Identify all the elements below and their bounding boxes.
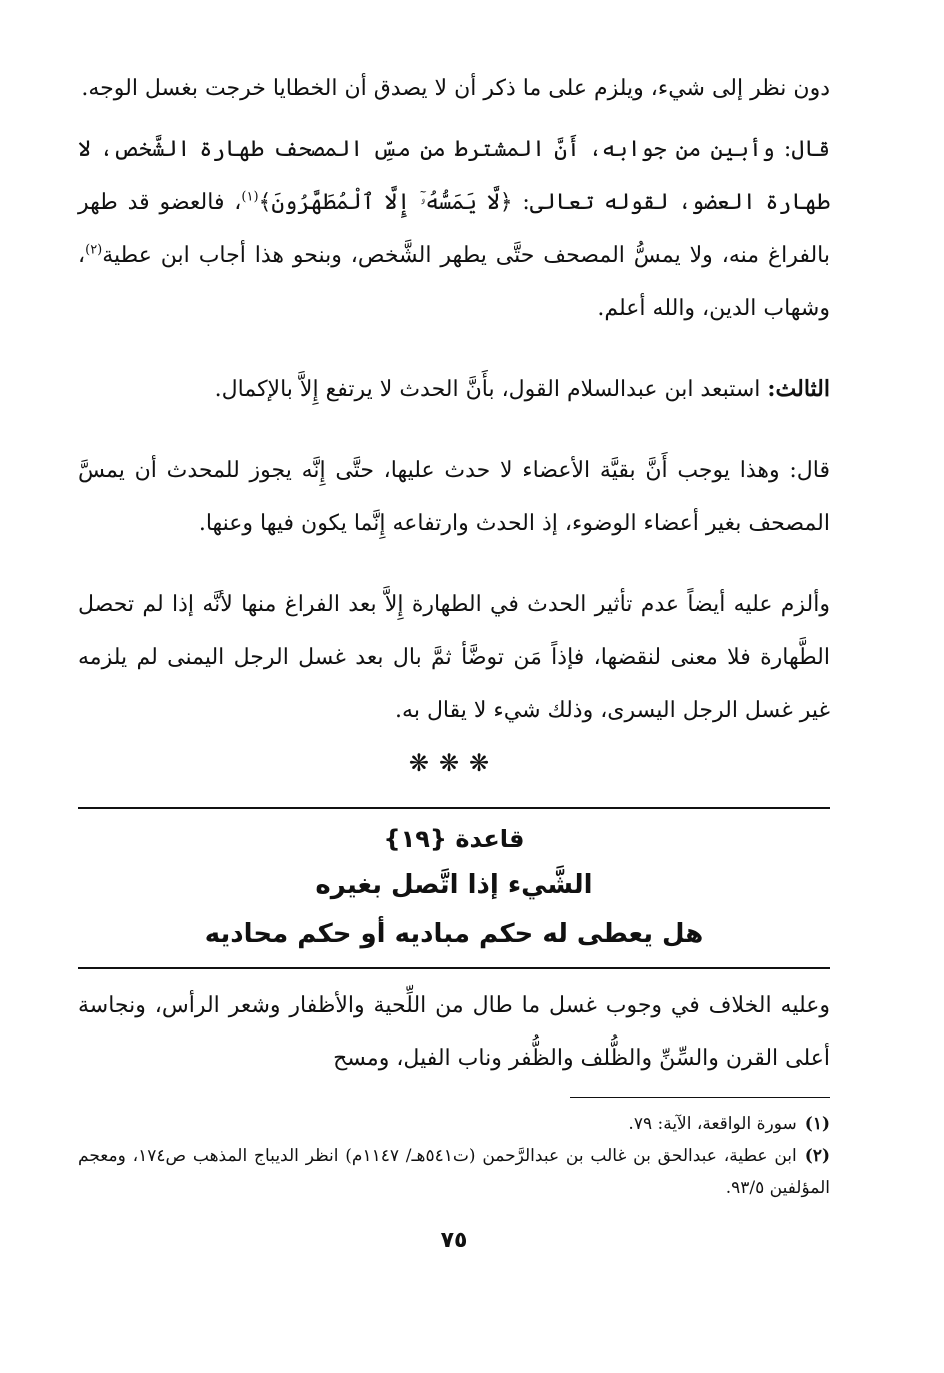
footnote-1-number: (١): [804, 1114, 830, 1134]
section-body-paragraph: وعليه الخلاف في وجوب غسل ما طال من اللِّحية والأظفار وشعر الرأس، ونجاسة أعلى القرن والسِّنِّ والظُّلف والظُّفر وناب الفيل، ومسح: [78, 993, 830, 1071]
paragraph-3-text: استبعد ابن عبدالسلام القول، بأَنَّ الحدث لا يرتفع إِلاَّ بالإكمال.: [214, 377, 768, 402]
footnote-ref-2[interactable]: (٢): [85, 242, 103, 258]
page-content: [78, 62, 830, 1253]
paragraph-5: وألزم عليه أيضاً عدم تأثير الحدث في الطهارة إِلاَّ بعد الفراغ منها لأنَّه إذا لم تحصل الطَّهارة فلا معنى لنقضها، فإذاً مَن توضَّأ ثمَّ بال بعد غسل الرجل اليمنى لم يلزمه غير غسل الرجل اليسرى، وذلك شيء لا يقال به.: [78, 592, 830, 723]
paragraph-2-text: قال: وأبين من جوابه، أَنَّ المشترط من مسِّ المصحف طهارة الشَّخص، لا طهارة العضو، لقوله تعالى: ﴿لَّا يَمَسُّهُۥٓ إِلَّا ٱلْمُطَهَّرُونَ﴾: [78, 137, 830, 215]
footnote-2-text: ابن عطية، عبدالحق بن غالب بن عبدالرَّحمن (ت٥٤١هـ/ ١١٤٧م) انظر الديباج المذهب ص١٧٤، ومعجم المؤلفين ٩٣/٥.: [78, 1146, 830, 1198]
paragraph-2: [78, 123, 830, 335]
paragraph-1: دون نظر إلى شيء، ويلزم على ما ذكر أن لا يصدق أن الخطايا خرجت بغسل الوجه.: [81, 76, 830, 101]
paragraph-2-text-2: ، فالعضو قد طهر بالفراغ منه، ولا يمسُّ المصحف حتَّى يطهر الشَّخص، وبنحو هذا أجاب ابن عطية: [78, 190, 830, 268]
paragraph-3-lead: الثالث:: [767, 376, 830, 402]
section-separator-stars: ❋❋❋: [408, 749, 500, 777]
paragraph-3: [78, 363, 830, 416]
footnote-2: [78, 1140, 830, 1204]
section-subtitle: هل يعطى له حكم مباديه أو حكم محاديه: [204, 919, 704, 949]
section-top-rule: [78, 807, 830, 809]
section-title: الشَّيء إذا اتَّصل بغيره: [315, 870, 593, 900]
paragraph-4: قال: وهذا يوجب أَنَّ بقيَّة الأعضاء لا حدث عليها، حتَّى إِنَّه يجوز للمحدث أن يمسَّ المصحف بغير أعضاء الوضوء، إذ الحدث وارتفاعه إِنَّما يكون فيها وعنها.: [78, 458, 830, 536]
section-number: قاعدة {١٩}: [383, 825, 525, 853]
footnote-divider: [570, 1097, 830, 1098]
footnote-1-text: سورة الواقعة، الآية: ٧٩.: [628, 1114, 797, 1134]
footnote-2-number: (٢): [804, 1146, 831, 1166]
page-number: ٧٥: [440, 1228, 468, 1253]
paragraph-2-text-3: ، وشهاب الدين، والله أعلم.: [78, 243, 830, 321]
footnote-1: [78, 1108, 830, 1140]
footnote-ref-1[interactable]: (١): [241, 189, 259, 205]
section-bottom-rule: [78, 967, 830, 969]
